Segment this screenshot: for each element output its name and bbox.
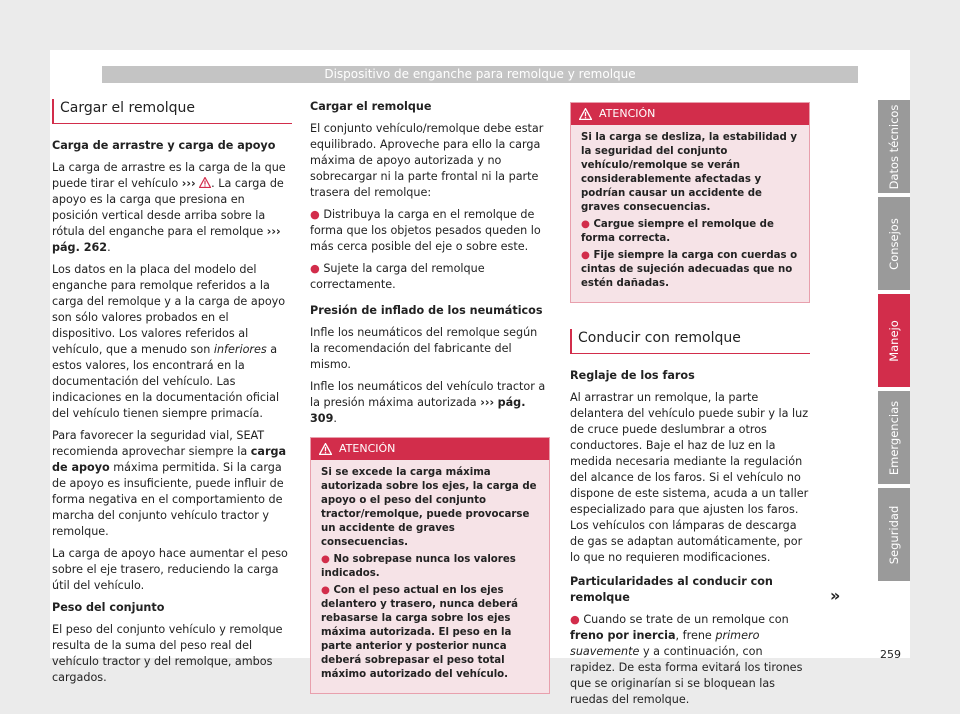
text: Cuando se trate de un remolque con	[583, 613, 789, 626]
bullet-icon: ●	[310, 208, 320, 221]
paragraph: Infle los neumáticos del remolque según la recomendación del fabricante del mismo.	[310, 326, 538, 371]
warning-body	[311, 460, 549, 693]
text: Con el peso actual en los ejes delantero y trasero, nunca deberá rebasarse la carga sobre los ejes máxima autorizada. El peso en la parte anterior y posterior nunca deberá sobrepasar el peso total máximo autorizado del vehículo.	[321, 585, 519, 680]
text: Infle los neumáticos del vehículo tractor a la presión máxima autorizada	[310, 380, 546, 409]
text-bold: carga de apoyo	[52, 445, 287, 474]
section-title-conducir: Conducir con remolque	[570, 329, 810, 354]
subheading-peso-conjunto: Peso del conjunto	[52, 601, 165, 614]
paragraph: El peso del conjunto vehículo y remolque resulta de la suma del peso real del vehículo tractor y del remolque, ambos cargados.	[52, 623, 283, 684]
tab-label: Manejo	[887, 319, 901, 362]
bullet-item	[310, 207, 550, 255]
subheading-particularidades: Particularidades al conducir con remolque	[570, 575, 773, 604]
text: No sobrepase nunca los valores indicados.	[321, 554, 516, 579]
bullet-item	[570, 612, 810, 708]
subheading-presion: Presión de inflado de los neumáticos	[310, 304, 543, 317]
column-2	[310, 99, 550, 694]
text: Para favorecer la seguridad vial, SEAT recomienda aprovechar siempre la	[52, 429, 265, 458]
text: , frene	[675, 629, 716, 642]
ref-arrow: ›››	[181, 177, 196, 190]
paragraph: La carga de apoyo hace aumentar el peso sobre el eje trasero, reduciendo la carga útil del vehículo.	[52, 547, 288, 592]
warning-bullet	[321, 584, 539, 682]
paragraph	[52, 262, 292, 422]
text: . La carga de apoyo es la carga que presiona en posición vertical desde arriba sobre la rótula del enganche para el remolque	[52, 177, 284, 238]
continue-marker: »	[830, 586, 841, 605]
warning-icon	[319, 443, 332, 455]
text: máxima permitida. Si la carga de apoyo es insuficiente, puede influir de forma negativa en el comportamiento de marcha del conjunto vehículo tractor y remolque.	[52, 461, 284, 538]
warning-bullet	[321, 553, 539, 581]
text: Los datos en la placa del modelo del enganche para remolque referidos a la carga del remolque y a la carga de apoyo son sólo valores probados en el dispositivo. Los valores referidos al vehículo, que a menudo son	[52, 263, 286, 356]
bullet-icon: ●	[321, 554, 330, 565]
tab-label: Emergencias	[887, 400, 901, 475]
text: Sujete la carga del remolque correctamente.	[310, 262, 485, 291]
text-emphasis: primero suavemente	[570, 629, 760, 658]
tab-consejos[interactable]	[878, 197, 910, 290]
bullet-icon: ●	[581, 219, 590, 230]
subheading-carga-arrastre: Carga de arrastre y carga de apoyo	[52, 139, 276, 152]
warning-text: Si la carga se desliza, la estabilidad y la seguridad del conjunto vehículo/remolque se verán considerablemente afectadas y podrían causar un accidente de graves consecuencias.	[581, 132, 797, 213]
paragraph	[52, 428, 292, 540]
chapter-header: Dispositivo de enganche para remolque y remolque	[102, 66, 858, 83]
page-reference-link[interactable]: pág. 262	[52, 241, 108, 254]
paragraph: Al arrastrar un remolque, la parte delantera del vehículo puede subir y la luz de cruce puede deslumbrar a otros conductores. Baje el haz de luz en la medida necesaria mediante la regulación del alcance de los faros. Si el vehículo no dispone de este sistema, acuda a un taller especializado para que ajusten los faros. Los vehículos con lámparas de descarga de gas se adaptan automáticamente, por lo que no requieren modificaciones.	[570, 391, 809, 564]
bullet-item	[310, 261, 550, 293]
tab-seguridad[interactable]	[878, 488, 910, 581]
text: Distribuya la carga en el remolque de forma que los objetos pesados queden lo más cerca posible del eje o sobre este.	[310, 208, 541, 253]
warning-box-header	[571, 103, 809, 125]
bullet-icon: ●	[321, 585, 330, 596]
warning-bullet	[581, 218, 799, 246]
warning-title: ATENCIÓN	[599, 107, 656, 120]
section-title-cargar: Cargar el remolque	[52, 99, 292, 124]
paragraph: La carga de arrastre es la carga de la que puede tirar el vehículo ››› . La carga de apoyo es la carga que presiona en posición vertical desde arriba sobre la rótula del enganche para el remolque ››› pág. 262.	[52, 161, 286, 254]
text-bold: freno por inercia	[570, 629, 676, 642]
tab-datos-tecnicos[interactable]	[878, 100, 910, 193]
text: La carga de arrastre es la carga de la que puede tirar el vehículo	[52, 161, 286, 190]
tab-manejo[interactable]	[878, 294, 910, 387]
warning-title: ATENCIÓN	[339, 442, 396, 455]
page-reference-link[interactable]: pág. 309	[310, 396, 526, 425]
warning-bullet	[581, 249, 799, 291]
warning-text: Si se excede la carga máxima autorizada sobre los ejes, la carga de apoyo o el peso del conjunto tractor/remolque, puede provocarse un accidente de graves consecuencias.	[321, 467, 537, 548]
warning-icon	[579, 108, 592, 120]
text: Fije siempre la carga con cuerdas o cintas de sujeción adecuadas que no estén dañadas.	[581, 250, 798, 289]
warning-box-header	[311, 438, 549, 460]
tab-emergencias[interactable]	[878, 391, 910, 484]
column-3	[570, 102, 810, 714]
tab-label: Datos técnicos	[887, 104, 901, 189]
bullet-icon: ●	[570, 613, 580, 626]
tab-label: Consejos	[887, 217, 901, 270]
text: Cargue siempre el remolque de forma correcta.	[581, 219, 774, 244]
subheading-cargar-remolque: Cargar el remolque	[310, 100, 432, 113]
page-number: 259	[880, 648, 901, 661]
bullet-icon: ●	[581, 250, 590, 261]
subheading-reglaje-faros: Reglaje de los faros	[570, 369, 695, 382]
ref-arrow: ›››	[266, 225, 281, 238]
warning-box	[310, 437, 550, 694]
warning-body	[571, 125, 809, 302]
paragraph: Infle los neumáticos del vehículo tractor a la presión máxima autorizada ››› pág. 309.	[310, 380, 546, 425]
text: y a continuación, con rapidez. De esta forma evitará los tirones que se originarían si se bloquean las ruedas del remolque.	[570, 645, 803, 706]
text: a estos valores, los encontrará en la documentación del vehículo. Las indicaciones en la documentación oficial del vehículo tienen siempre primacía.	[52, 343, 280, 420]
column-1	[52, 99, 292, 692]
tab-label: Seguridad	[887, 505, 901, 564]
bullet-icon: ●	[310, 262, 320, 275]
warning-icon	[199, 177, 211, 188]
paragraph: El conjunto vehículo/remolque debe estar equilibrado. Aproveche para ello la carga máxima de apoyo autorizada y no sobrecargar ni la parte frontal ni la parte trasera del remolque:	[310, 122, 544, 199]
text-emphasis: inferiores	[213, 343, 267, 356]
warning-box	[570, 102, 810, 303]
ref-arrow: ›››	[480, 396, 495, 409]
